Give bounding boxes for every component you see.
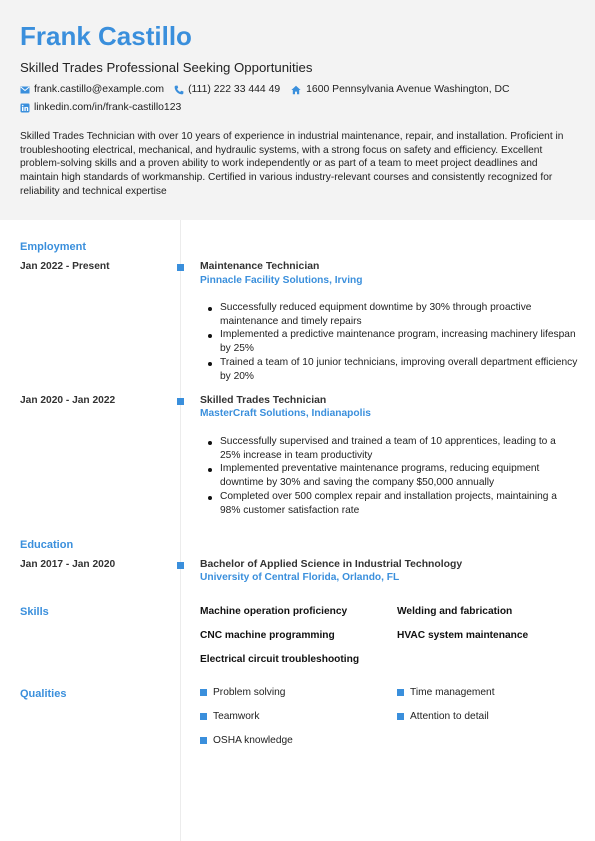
- quality-label: OSHA knowledge: [213, 735, 293, 746]
- skill-item: Electrical circuit troubleshooting: [200, 654, 360, 665]
- timeline-marker: [177, 264, 184, 271]
- timeline-marker: [177, 562, 184, 569]
- skill-item: Machine operation proficiency: [200, 606, 348, 617]
- square-bullet-icon: [200, 737, 207, 744]
- job-1-dates: Jan 2022 - Present: [20, 261, 110, 272]
- section-title-qualities: Qualities: [20, 688, 67, 700]
- candidate-headline: Skilled Trades Professional Seeking Opportunities: [20, 60, 313, 75]
- job-2-role: Skilled Trades Technician: [200, 395, 327, 406]
- header-panel: [0, 0, 595, 220]
- education-school: University of Central Florida, Orlando, FL: [200, 572, 400, 583]
- contact-row-1: [20, 84, 519, 95]
- job-2-dates: Jan 2020 - Jan 2022: [20, 395, 116, 406]
- list-item: Completed over 500 complex repair and installation projects, maintaining a 98% customer satisfaction rate: [200, 490, 578, 517]
- list-item: Implemented a predictive maintenance program, increasing machinery lifespan by 25%: [200, 328, 578, 355]
- quality-item: [200, 711, 259, 722]
- square-bullet-icon: [397, 713, 404, 720]
- quality-label: Attention to detail: [410, 711, 489, 722]
- home-icon: [290, 85, 302, 95]
- job-1-role: Maintenance Technician: [200, 261, 320, 272]
- quality-label: Problem solving: [213, 687, 286, 698]
- job-2-org: MasterCraft Solutions, Indianapolis: [200, 408, 371, 419]
- list-item: Successfully supervised and trained a team of 10 apprentices, leading to a 25% increase in team productivity: [200, 435, 578, 462]
- job-1-bullets: [200, 301, 578, 383]
- quality-item: [397, 687, 495, 698]
- contact-row-2: [20, 102, 191, 113]
- email-text: frank.castillo@example.com: [34, 84, 165, 95]
- contact-linkedin[interactable]: [20, 102, 181, 113]
- education-degree: Bachelor of Applied Science in Industrial Technology: [200, 559, 463, 570]
- contact-address: [290, 84, 509, 95]
- list-item: Trained a team of 10 junior technicians, improving overall department efficiency by 20%: [200, 356, 578, 383]
- section-title-employment: Employment: [20, 241, 87, 253]
- skill-item: CNC machine programming: [200, 630, 335, 641]
- envelope-icon: [20, 85, 30, 95]
- address-text: 1600 Pennsylvania Avenue Washington, DC: [306, 84, 510, 95]
- list-item: Implemented preventative maintenance programs, reducing equipment downtime by 30% and saving the company $50,000 annually: [200, 462, 578, 489]
- education-dates: Jan 2017 - Jan 2020: [20, 559, 116, 570]
- square-bullet-icon: [397, 689, 404, 696]
- quality-item: [397, 711, 489, 722]
- quality-item: [200, 735, 293, 746]
- quality-item: [200, 687, 285, 698]
- square-bullet-icon: [200, 689, 207, 696]
- job-2-bullets: [200, 435, 578, 517]
- linkedin-icon: [20, 103, 30, 113]
- square-bullet-icon: [200, 713, 207, 720]
- list-item: Successfully reduced equipment downtime by 30% through proactive maintenance and timely repairs: [200, 301, 578, 328]
- timeline-marker: [177, 398, 184, 405]
- contact-email[interactable]: [20, 84, 164, 95]
- quality-label: Teamwork: [213, 711, 260, 722]
- quality-label: Time management: [410, 687, 495, 698]
- contact-phone[interactable]: [174, 84, 280, 95]
- phone-icon: [174, 85, 184, 95]
- linkedin-text: linkedin.com/in/frank-castillo123: [34, 102, 182, 113]
- candidate-name: Frank Castillo: [20, 21, 192, 51]
- section-title-skills: Skills: [20, 606, 49, 618]
- phone-text: (111) 222 33 444 49: [188, 84, 281, 95]
- section-title-education: Education: [20, 539, 74, 551]
- profile-summary: Skilled Trades Technician with over 10 years of experience in industrial maintenance, repair, and installation. Proficient in troubleshooting electrical, mechanical, and hydraulic systems, with a strong focus on safety and efficiency. Excellent problem-solving skills and a proven ability to work independently or as part of a team to meet project deadlines and maintain high standards of workmanship. Certified in various industry-relevant courses and consistently recognized for reliability and technical expertise: [20, 131, 564, 197]
- skill-item: HVAC system maintenance: [397, 630, 529, 641]
- skill-item: Welding and fabrication: [397, 606, 513, 617]
- column-divider: [180, 220, 181, 841]
- job-1-org: Pinnacle Facility Solutions, Irving: [200, 275, 363, 286]
